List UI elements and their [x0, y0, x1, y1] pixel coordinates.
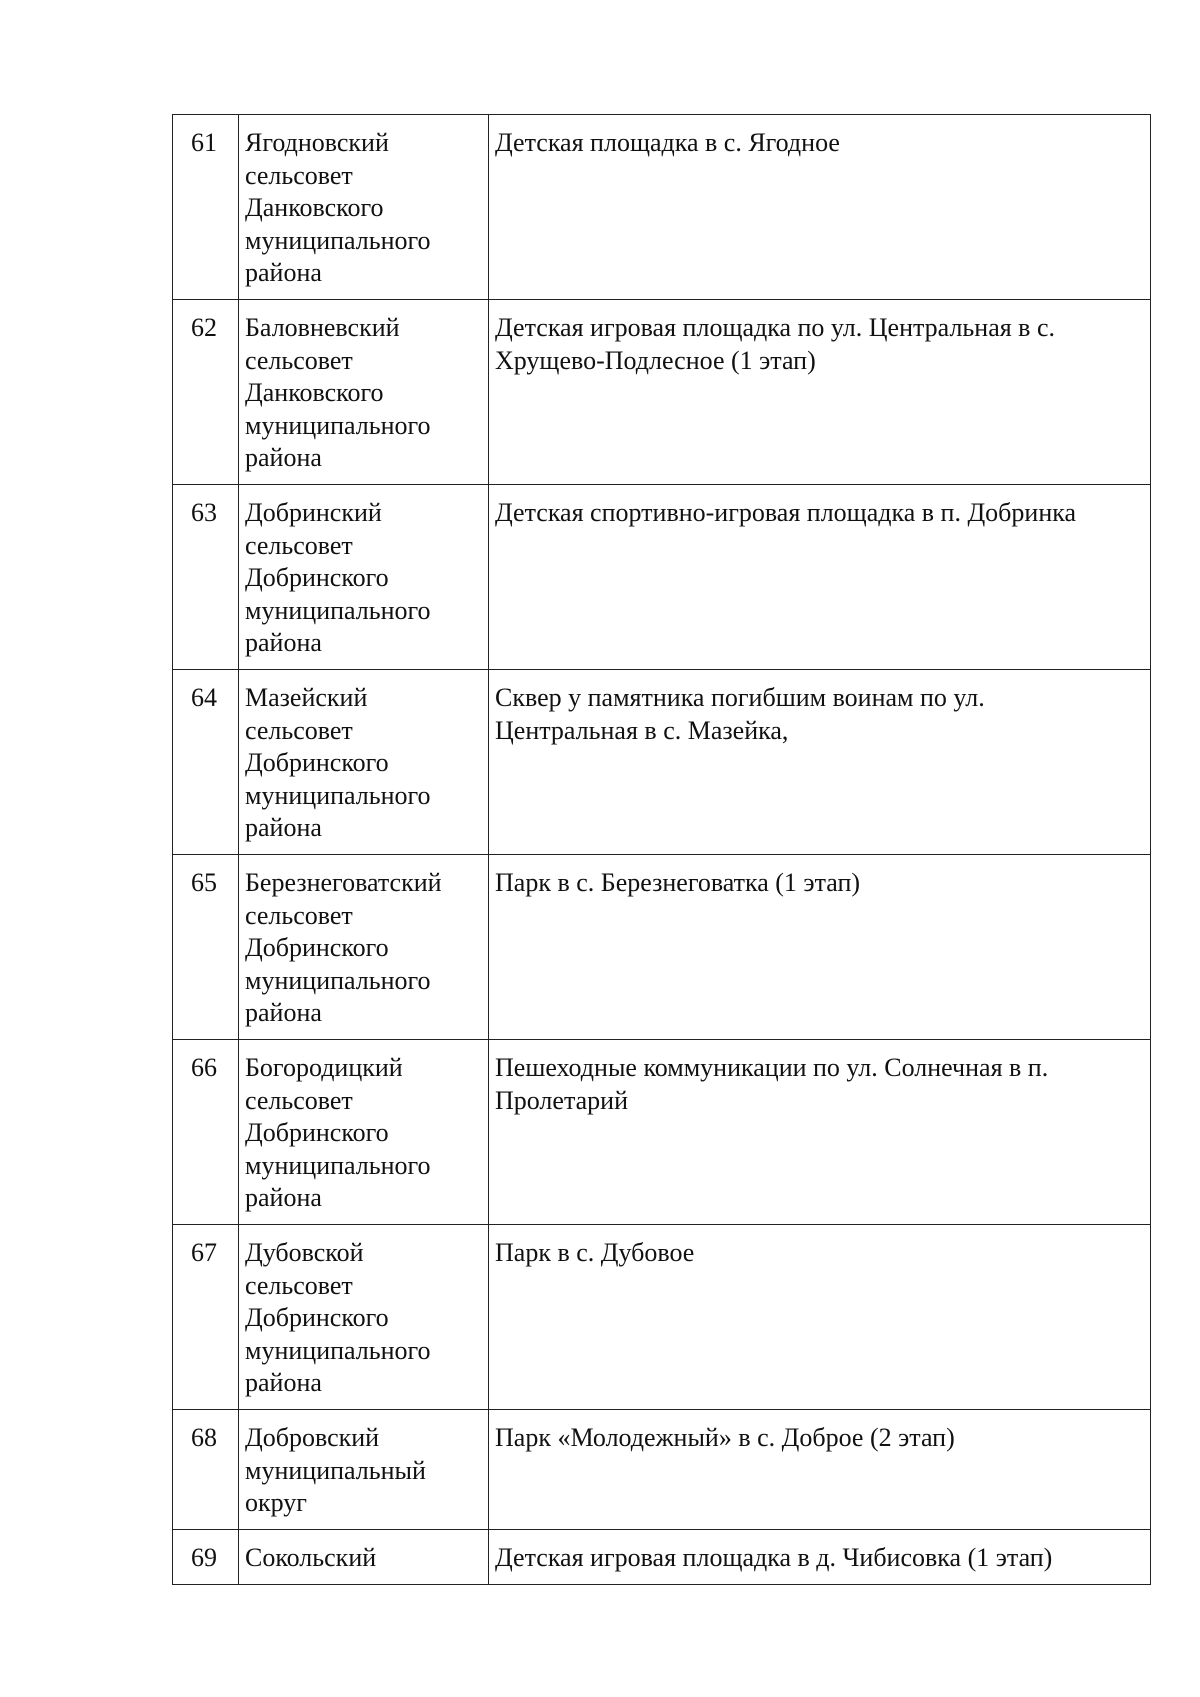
row-number: 69 — [173, 1530, 239, 1585]
object-description: Парк в с. Дубовое — [489, 1225, 1151, 1410]
row-number: 61 — [173, 115, 239, 300]
row-number: 65 — [173, 855, 239, 1040]
row-number: 66 — [173, 1040, 239, 1225]
municipality-name: Добровский муниципальный округ — [239, 1410, 489, 1530]
row-number: 64 — [173, 670, 239, 855]
object-description: Сквер у памятника погибшим воинам по ул. Центральная в с. Мазейка, — [489, 670, 1151, 855]
municipality-name: Березнеговатский сельсовет Добринского муниципального района — [239, 855, 489, 1040]
municipality-name: Баловневский сельсовет Данковского муниципального района — [239, 300, 489, 485]
municipality-name: Мазейский сельсовет Добринского муниципального района — [239, 670, 489, 855]
row-number: 62 — [173, 300, 239, 485]
municipality-name: Дубовской сельсовет Добринского муниципального района — [239, 1225, 489, 1410]
municipality-name: Ягодновский сельсовет Данковского муниципального района — [239, 115, 489, 300]
document-table — [172, 114, 1151, 1585]
table-row — [173, 300, 1151, 485]
object-description: Детская игровая площадка в д. Чибисовка (1 этап) — [489, 1530, 1151, 1585]
table-row — [173, 115, 1151, 300]
row-number: 67 — [173, 1225, 239, 1410]
row-number: 63 — [173, 485, 239, 670]
table-row — [173, 485, 1151, 670]
row-number: 68 — [173, 1410, 239, 1530]
table-row — [173, 1040, 1151, 1225]
table-row — [173, 855, 1151, 1040]
municipality-name: Сокольский — [239, 1530, 489, 1585]
municipality-name: Богородицкий сельсовет Добринского муниципального района — [239, 1040, 489, 1225]
object-description: Парк в с. Березнеговатка (1 этап) — [489, 855, 1151, 1040]
table-row — [173, 1225, 1151, 1410]
table-row — [173, 1410, 1151, 1530]
object-description: Парк «Молодежный» в с. Доброе (2 этап) — [489, 1410, 1151, 1530]
object-description: Детская спортивно-игровая площадка в п. Добринка — [489, 485, 1151, 670]
table-row — [173, 1530, 1151, 1585]
table-row — [173, 670, 1151, 855]
object-description: Детская игровая площадка по ул. Центральная в с. Хрущево-Подлесное (1 этап) — [489, 300, 1151, 485]
object-description: Детская площадка в с. Ягодное — [489, 115, 1151, 300]
object-description: Пешеходные коммуникации по ул. Солнечная в п. Пролетарий — [489, 1040, 1151, 1225]
municipality-name: Добринский сельсовет Добринского муниципального района — [239, 485, 489, 670]
